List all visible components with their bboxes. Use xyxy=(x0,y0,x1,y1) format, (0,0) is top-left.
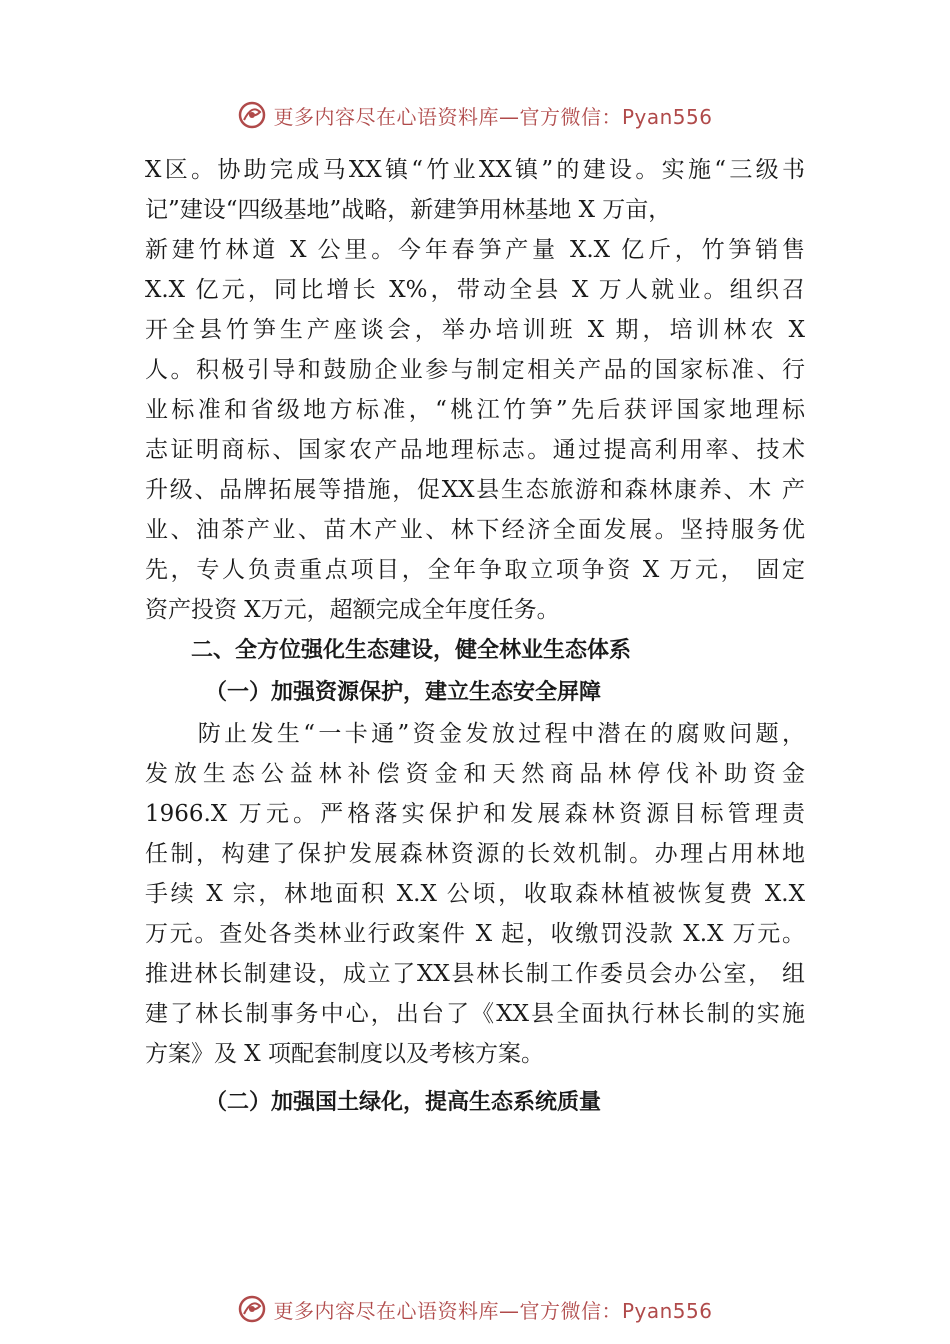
watermark-text: 更多内容尽在心语资料库—官方微信：Pyan556 xyxy=(273,104,713,129)
swirl-logo-icon xyxy=(237,100,267,130)
text-line: 发放生态公益林补偿资金和天然商品林停伐补助资金 xyxy=(145,761,805,787)
subsection-heading: （二）加强国土绿化，提高生态系统质量 xyxy=(205,1090,602,1115)
text-line: 推进林长制建设，成立了XX县林长制工作委员会办公室， 组 xyxy=(145,961,805,987)
section-heading: 二、全方位强化生态建设，健全林业生态体系 xyxy=(191,638,632,663)
text-line: 业、油茶产业、苗木产业、林下经济全面发展。坚持服务优 xyxy=(145,517,805,543)
text-line: 1966.X 万元。严格落实保护和发展森林资源目标管理责 xyxy=(145,801,805,827)
paragraph-1 xyxy=(145,150,805,630)
text-line: 先，专人负责重点项目，全年争取立项争资 X 万元， 固定 xyxy=(145,557,805,583)
paragraph-2 xyxy=(145,714,805,1074)
text-line: 建了林长制事务中心，出台了《XX县全面执行林长制的实施 xyxy=(145,1001,805,1027)
text-line: 人。积极引导和鼓励企业参与制定相关产品的国家标准、行 xyxy=(145,357,805,383)
text-line: 资产投资 X万元，超额完成全年度任务。 xyxy=(145,597,560,623)
watermark-banner-top xyxy=(0,95,950,135)
subsection-heading: （一）加强资源保护，建立生态安全屏障 xyxy=(205,680,602,705)
swirl-logo-icon xyxy=(237,1294,267,1324)
text-line: 升级、品牌拓展等措施，促XX县生态旅游和森林康养、木 产 xyxy=(145,477,805,503)
text-line: 万元。查处各类林业行政案件 X 起，收缴罚没款 X.X 万元。 xyxy=(145,921,805,947)
text-line: X.X 亿元，同比增长 X%，带动全县 X 万人就业。组织召 xyxy=(145,277,805,303)
watermark-banner-bottom xyxy=(0,1289,950,1329)
watermark-text: 更多内容尽在心语资料库—官方微信：Pyan556 xyxy=(273,1298,713,1323)
text-line: 防止发生“一卡通”资金发放过程中潜在的腐败问题， xyxy=(145,721,805,747)
text-line: 新建竹林道 X 公里。今年春笋产量 X.X 亿斤，竹笋销售 xyxy=(145,237,805,263)
text-line: X区。协助完成马XX镇“竹业XX镇”的建设。实施“三级书 xyxy=(145,157,805,183)
text-line: 开全县竹笋生产座谈会，举办培训班 X 期，培训林农 X xyxy=(145,317,805,343)
document-body xyxy=(145,150,805,1124)
text-line: 志证明商标、国家农产品地理标志。通过提高利用率、技术 xyxy=(145,437,805,463)
text-line: 记”建设“四级基地”战略，新建笋用林基地 X 万亩， xyxy=(145,197,672,223)
text-line: 任制，构建了保护发展森林资源的长效机制。办理占用林地 xyxy=(145,841,805,867)
text-line: 业标准和省级地方标准，“桃江竹笋”先后获评国家地理标 xyxy=(145,397,805,423)
text-line: 方案》及 X 项配套制度以及考核方案。 xyxy=(145,1041,544,1067)
text-line: 手续 X 宗，林地面积 X.X 公顷，收取森林植被恢复费 X.X xyxy=(145,881,805,907)
